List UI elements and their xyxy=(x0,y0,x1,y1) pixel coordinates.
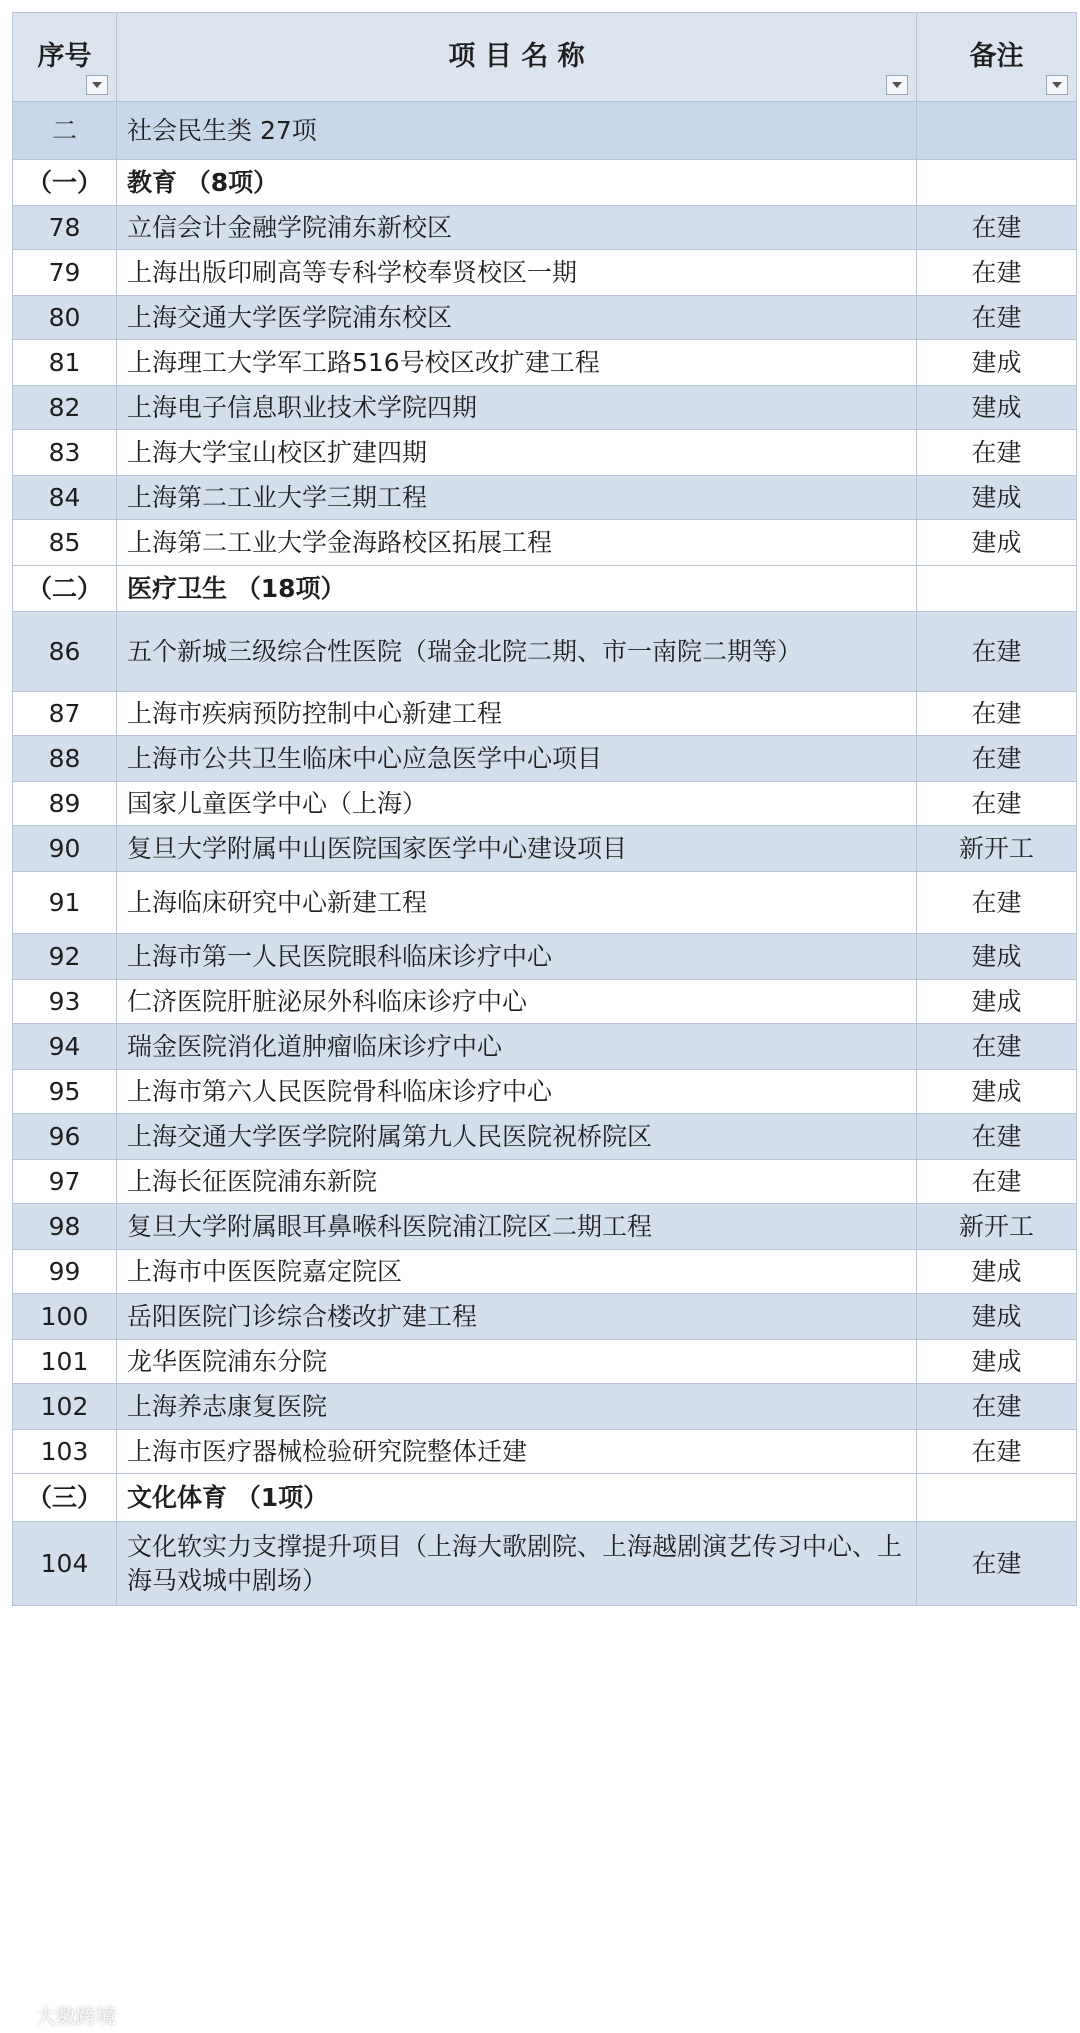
project-name: 上海市第一人民医院眼科临床诊疗中心 xyxy=(117,934,917,980)
table-row xyxy=(13,1070,1077,1114)
header-name xyxy=(117,13,917,102)
row-number: 96 xyxy=(13,1114,117,1160)
section-index: （一） xyxy=(13,160,117,206)
project-table-container xyxy=(12,12,1076,1606)
row-number: 85 xyxy=(13,520,117,566)
row-number: 91 xyxy=(13,872,117,934)
table-row xyxy=(13,980,1077,1024)
project-status: 建成 xyxy=(917,1070,1077,1114)
section-note xyxy=(917,566,1077,612)
project-status: 在建 xyxy=(917,782,1077,826)
section-row xyxy=(13,1474,1077,1522)
table-row xyxy=(13,340,1077,386)
project-status: 在建 xyxy=(917,1430,1077,1474)
major-category-row xyxy=(13,102,1077,160)
project-status: 建成 xyxy=(917,1250,1077,1294)
row-number: 79 xyxy=(13,250,117,296)
filter-dropdown-icon[interactable] xyxy=(1046,75,1068,95)
table-row xyxy=(13,476,1077,520)
row-number: 86 xyxy=(13,612,117,692)
project-status: 新开工 xyxy=(917,1204,1077,1250)
major-category-index: 二 xyxy=(13,102,117,160)
table-row xyxy=(13,1384,1077,1430)
table-row xyxy=(13,386,1077,430)
table-row xyxy=(13,1114,1077,1160)
project-status: 在建 xyxy=(917,872,1077,934)
project-status: 在建 xyxy=(917,1024,1077,1070)
project-status: 在建 xyxy=(917,1384,1077,1430)
header-note xyxy=(917,13,1077,102)
project-status: 新开工 xyxy=(917,826,1077,872)
project-name: 上海养志康复医院 xyxy=(117,1384,917,1430)
table-row xyxy=(13,736,1077,782)
table-row xyxy=(13,206,1077,250)
project-name: 五个新城三级综合性医院（瑞金北院二期、市一南院二期等） xyxy=(117,612,917,692)
project-name: 上海第二工业大学金海路校区拓展工程 xyxy=(117,520,917,566)
project-status: 在建 xyxy=(917,250,1077,296)
project-name: 上海市医疗器械检验研究院整体迁建 xyxy=(117,1430,917,1474)
project-name: 上海市公共卫生临床中心应急医学中心项目 xyxy=(117,736,917,782)
watermark xyxy=(8,2000,116,2029)
project-status: 在建 xyxy=(917,206,1077,250)
row-number: 80 xyxy=(13,296,117,340)
table-row xyxy=(13,934,1077,980)
project-name: 上海交通大学医学院浦东校区 xyxy=(117,296,917,340)
project-status: 在建 xyxy=(917,296,1077,340)
project-name: 国家儿童医学中心（上海） xyxy=(117,782,917,826)
table-row xyxy=(13,782,1077,826)
row-number: 101 xyxy=(13,1340,117,1384)
table-row xyxy=(13,1250,1077,1294)
table-row xyxy=(13,1024,1077,1070)
project-status: 建成 xyxy=(917,1294,1077,1340)
row-number: 95 xyxy=(13,1070,117,1114)
project-status: 在建 xyxy=(917,692,1077,736)
project-name: 上海电子信息职业技术学院四期 xyxy=(117,386,917,430)
project-name: 上海长征医院浦东新院 xyxy=(117,1160,917,1204)
table-row xyxy=(13,1160,1077,1204)
project-status: 建成 xyxy=(917,476,1077,520)
project-name: 上海市中医医院嘉定院区 xyxy=(117,1250,917,1294)
project-status: 在建 xyxy=(917,1160,1077,1204)
row-number: 104 xyxy=(13,1522,117,1606)
project-status: 在建 xyxy=(917,430,1077,476)
project-name: 立信会计金融学院浦东新校区 xyxy=(117,206,917,250)
header-index-label: 序号 xyxy=(37,41,92,72)
project-status: 建成 xyxy=(917,340,1077,386)
row-number: 92 xyxy=(13,934,117,980)
row-number: 93 xyxy=(13,980,117,1024)
row-number: 99 xyxy=(13,1250,117,1294)
row-number: 90 xyxy=(13,826,117,872)
header-name-label: 项 目 名 称 xyxy=(448,41,585,72)
project-name: 上海第二工业大学三期工程 xyxy=(117,476,917,520)
table-row xyxy=(13,826,1077,872)
table-row xyxy=(13,872,1077,934)
row-number: 84 xyxy=(13,476,117,520)
table-row xyxy=(13,1204,1077,1250)
row-number: 98 xyxy=(13,1204,117,1250)
project-status: 在建 xyxy=(917,1114,1077,1160)
row-number: 78 xyxy=(13,206,117,250)
major-category-name: 社会民生类 27项 xyxy=(117,102,917,160)
row-number: 82 xyxy=(13,386,117,430)
row-number: 94 xyxy=(13,1024,117,1070)
project-name: 文化软实力支撑提升项目（上海大歌剧院、上海越剧演艺传习中心、上海马戏城中剧场） xyxy=(117,1522,917,1606)
project-status: 建成 xyxy=(917,520,1077,566)
table-row xyxy=(13,520,1077,566)
project-name: 仁济医院肝脏泌尿外科临床诊疗中心 xyxy=(117,980,917,1024)
section-row xyxy=(13,566,1077,612)
section-row xyxy=(13,160,1077,206)
watermark-text: 大数跨境 xyxy=(36,2004,116,2028)
row-number: 102 xyxy=(13,1384,117,1430)
project-name: 瑞金医院消化道肿瘤临床诊疗中心 xyxy=(117,1024,917,1070)
table-row xyxy=(13,1522,1077,1606)
table-row xyxy=(13,1340,1077,1384)
row-number: 100 xyxy=(13,1294,117,1340)
table-header-row xyxy=(13,13,1077,102)
row-number: 81 xyxy=(13,340,117,386)
project-name: 龙华医院浦东分院 xyxy=(117,1340,917,1384)
table-row xyxy=(13,430,1077,476)
section-note xyxy=(917,1474,1077,1522)
row-number: 87 xyxy=(13,692,117,736)
row-number: 83 xyxy=(13,430,117,476)
table-row xyxy=(13,1294,1077,1340)
project-status: 建成 xyxy=(917,386,1077,430)
table-row xyxy=(13,612,1077,692)
row-number: 97 xyxy=(13,1160,117,1204)
filter-dropdown-icon[interactable] xyxy=(886,75,908,95)
project-name: 上海市第六人民医院骨科临床诊疗中心 xyxy=(117,1070,917,1114)
section-index: （二） xyxy=(13,566,117,612)
filter-dropdown-icon[interactable] xyxy=(86,75,108,95)
project-name: 上海交通大学医学院附属第九人民医院祝桥院区 xyxy=(117,1114,917,1160)
project-status: 在建 xyxy=(917,612,1077,692)
section-title: 教育 （8项） xyxy=(117,160,917,206)
project-name: 上海理工大学军工路516号校区改扩建工程 xyxy=(117,340,917,386)
section-title: 医疗卫生 （18项） xyxy=(117,566,917,612)
project-name: 岳阳医院门诊综合楼改扩建工程 xyxy=(117,1294,917,1340)
section-note xyxy=(917,160,1077,206)
project-name: 上海大学宝山校区扩建四期 xyxy=(117,430,917,476)
project-status: 在建 xyxy=(917,736,1077,782)
project-name: 上海临床研究中心新建工程 xyxy=(117,872,917,934)
project-status: 建成 xyxy=(917,1340,1077,1384)
project-table xyxy=(12,12,1077,1606)
row-number: 88 xyxy=(13,736,117,782)
header-note-label: 备注 xyxy=(969,41,1024,72)
watermark-logo-icon xyxy=(8,2004,30,2026)
section-title: 文化体育 （1项） xyxy=(117,1474,917,1522)
project-name: 复旦大学附属眼耳鼻喉科医院浦江院区二期工程 xyxy=(117,1204,917,1250)
project-name: 上海市疾病预防控制中心新建工程 xyxy=(117,692,917,736)
table-row xyxy=(13,296,1077,340)
row-number: 103 xyxy=(13,1430,117,1474)
project-status: 建成 xyxy=(917,980,1077,1024)
row-number: 89 xyxy=(13,782,117,826)
project-status: 在建 xyxy=(917,1522,1077,1606)
table-row xyxy=(13,692,1077,736)
project-name: 上海出版印刷高等专科学校奉贤校区一期 xyxy=(117,250,917,296)
project-name: 复旦大学附属中山医院国家医学中心建设项目 xyxy=(117,826,917,872)
major-category-note xyxy=(917,102,1077,160)
table-row xyxy=(13,250,1077,296)
project-status: 建成 xyxy=(917,934,1077,980)
header-index xyxy=(13,13,117,102)
table-row xyxy=(13,1430,1077,1474)
section-index: （三） xyxy=(13,1474,117,1522)
